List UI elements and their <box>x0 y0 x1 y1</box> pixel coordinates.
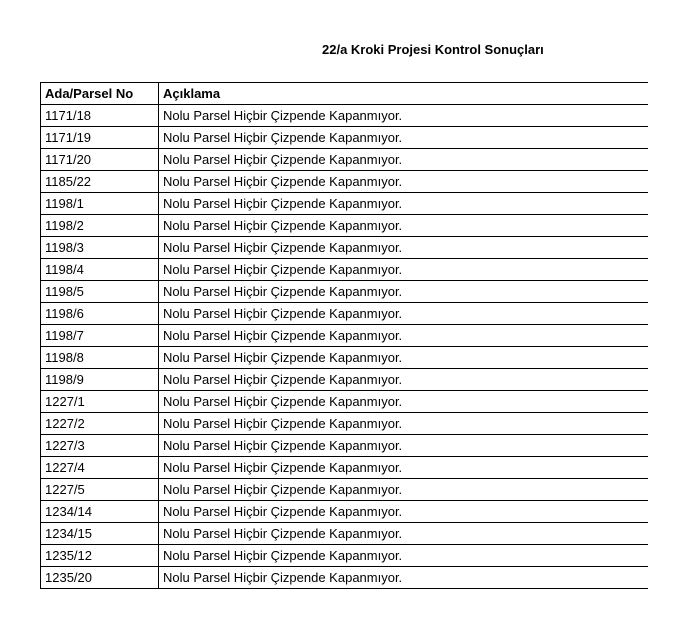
table-row <box>41 237 648 259</box>
table-row <box>41 259 648 281</box>
cell-ada-parsel: 1198/7 <box>41 325 159 347</box>
table-row <box>41 391 648 413</box>
cell-ada-parsel: 1198/1 <box>41 193 159 215</box>
cell-ada-parsel: 1198/6 <box>41 303 159 325</box>
cell-aciklama: Nolu Parsel Hiçbir Çizpende Kapanmıyor. <box>159 215 648 237</box>
cell-aciklama: Nolu Parsel Hiçbir Çizpende Kapanmıyor. <box>159 369 648 391</box>
cell-aciklama: Nolu Parsel Hiçbir Çizpende Kapanmıyor. <box>159 457 648 479</box>
table-row <box>41 193 648 215</box>
cell-aciklama: Nolu Parsel Hiçbir Çizpende Kapanmıyor. <box>159 567 648 589</box>
cell-aciklama: Nolu Parsel Hiçbir Çizpende Kapanmıyor. <box>159 347 648 369</box>
table-row <box>41 347 648 369</box>
cell-aciklama: Nolu Parsel Hiçbir Çizpende Kapanmıyor. <box>159 501 648 523</box>
cell-aciklama: Nolu Parsel Hiçbir Çizpende Kapanmıyor. <box>159 105 648 127</box>
table-row <box>41 171 648 193</box>
cell-ada-parsel: 1198/8 <box>41 347 159 369</box>
table-row <box>41 567 648 589</box>
cell-aciklama: Nolu Parsel Hiçbir Çizpende Kapanmıyor. <box>159 237 648 259</box>
table-body <box>41 105 648 589</box>
cell-ada-parsel: 1198/2 <box>41 215 159 237</box>
cell-ada-parsel: 1227/5 <box>41 479 159 501</box>
cell-aciklama: Nolu Parsel Hiçbir Çizpende Kapanmıyor. <box>159 413 648 435</box>
cell-aciklama: Nolu Parsel Hiçbir Çizpende Kapanmıyor. <box>159 523 648 545</box>
cell-aciklama: Nolu Parsel Hiçbir Çizpende Kapanmıyor. <box>159 149 648 171</box>
table-row <box>41 149 648 171</box>
header-aciklama: Açıklama <box>159 83 648 105</box>
table-row <box>41 127 648 149</box>
cell-ada-parsel: 1227/3 <box>41 435 159 457</box>
table-row <box>41 325 648 347</box>
cell-aciklama: Nolu Parsel Hiçbir Çizpende Kapanmıyor. <box>159 479 648 501</box>
cell-ada-parsel: 1198/3 <box>41 237 159 259</box>
table-row <box>41 523 648 545</box>
cell-aciklama: Nolu Parsel Hiçbir Çizpende Kapanmıyor. <box>159 171 648 193</box>
table-header-row <box>41 83 648 105</box>
cell-ada-parsel: 1234/14 <box>41 501 159 523</box>
table-row <box>41 215 648 237</box>
cell-aciklama: Nolu Parsel Hiçbir Çizpende Kapanmıyor. <box>159 281 648 303</box>
cell-ada-parsel: 1171/18 <box>41 105 159 127</box>
cell-ada-parsel: 1185/22 <box>41 171 159 193</box>
cell-ada-parsel: 1227/4 <box>41 457 159 479</box>
cell-ada-parsel: 1235/12 <box>41 545 159 567</box>
table-row <box>41 413 648 435</box>
cell-ada-parsel: 1171/20 <box>41 149 159 171</box>
cell-aciklama: Nolu Parsel Hiçbir Çizpende Kapanmıyor. <box>159 259 648 281</box>
cell-aciklama: Nolu Parsel Hiçbir Çizpende Kapanmıyor. <box>159 545 648 567</box>
results-table <box>40 82 648 589</box>
cell-ada-parsel: 1234/15 <box>41 523 159 545</box>
cell-aciklama: Nolu Parsel Hiçbir Çizpende Kapanmıyor. <box>159 303 648 325</box>
cell-aciklama: Nolu Parsel Hiçbir Çizpende Kapanmıyor. <box>159 435 648 457</box>
cell-ada-parsel: 1171/19 <box>41 127 159 149</box>
cell-aciklama: Nolu Parsel Hiçbir Çizpende Kapanmıyor. <box>159 127 648 149</box>
table-row <box>41 501 648 523</box>
table-row <box>41 545 648 567</box>
cell-aciklama: Nolu Parsel Hiçbir Çizpende Kapanmıyor. <box>159 391 648 413</box>
table-row <box>41 435 648 457</box>
header-ada-parsel: Ada/Parsel No <box>41 83 159 105</box>
page-title: 22/a Kroki Projesi Kontrol Sonuçları <box>322 42 544 57</box>
table-row <box>41 479 648 501</box>
cell-ada-parsel: 1227/1 <box>41 391 159 413</box>
table-row <box>41 369 648 391</box>
table-row <box>41 457 648 479</box>
table-row <box>41 281 648 303</box>
cell-ada-parsel: 1227/2 <box>41 413 159 435</box>
cell-ada-parsel: 1198/4 <box>41 259 159 281</box>
table-row <box>41 303 648 325</box>
table-row <box>41 105 648 127</box>
cell-aciklama: Nolu Parsel Hiçbir Çizpende Kapanmıyor. <box>159 325 648 347</box>
cell-aciklama: Nolu Parsel Hiçbir Çizpende Kapanmıyor. <box>159 193 648 215</box>
cell-ada-parsel: 1235/20 <box>41 567 159 589</box>
cell-ada-parsel: 1198/5 <box>41 281 159 303</box>
cell-ada-parsel: 1198/9 <box>41 369 159 391</box>
